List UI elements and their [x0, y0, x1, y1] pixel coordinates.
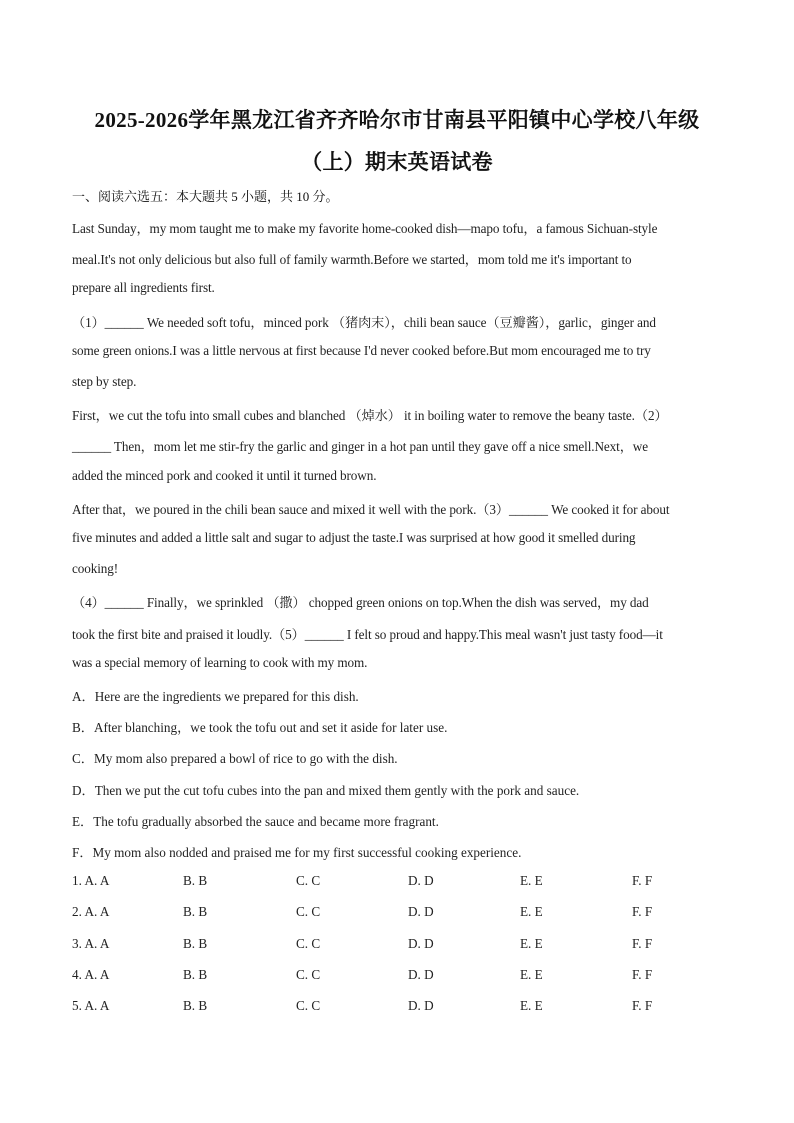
option-e: E．The tofu gradually absorbed the sauce and became more fragrant. — [72, 814, 439, 829]
question-1-choice-e[interactable]: E. E — [520, 873, 543, 888]
option-d: D．Then we put the cut tofu cubes into the pan and mixed them gently with the pork and sauce. — [72, 783, 580, 798]
question-5-choice-f[interactable]: F. F — [632, 998, 653, 1013]
question-2-choice-e[interactable]: E. E — [520, 904, 543, 919]
passage-line: First，we cut the tofu into small cubes and blanched （焯水） it in boiling water to remove the beany taste.（2） — [72, 408, 668, 423]
question-5-choice-d[interactable]: D. D — [408, 998, 434, 1013]
question-4-choice-d[interactable]: D. D — [408, 967, 434, 982]
question-1-choice-c[interactable]: C. C — [296, 873, 321, 888]
question-5-choice-e[interactable]: E. E — [520, 998, 543, 1013]
question-4-choice-c[interactable]: C. C — [296, 967, 321, 982]
question-4-choice-a[interactable]: 4. A. A — [72, 967, 110, 982]
question-2-choice-c[interactable]: C. C — [296, 904, 321, 919]
question-1-choice-f[interactable]: F. F — [632, 873, 653, 888]
question-2-choice-a[interactable]: 2. A. A — [72, 904, 110, 919]
passage-line: five minutes and added a little salt and sugar to adjust the taste.I was surprised at how good it smelled during — [72, 530, 636, 545]
passage-line: （4）______ Finally，we sprinkled （撒） chopped green onions on top.When the dish was served，my dad — [72, 595, 649, 610]
option-b: B．After blanching，we took the tofu out and set it aside for later use. — [72, 720, 448, 735]
passage-line: After that，we poured in the chili bean sauce and mixed it well with the pork.（3）______ We cooked it for about — [72, 502, 670, 517]
option-f: F．My mom also nodded and praised me for my first successful cooking experience. — [72, 845, 522, 860]
question-1-choice-a[interactable]: 1. A. A — [72, 873, 110, 888]
option-a: A．Here are the ingredients we prepared for this dish. — [72, 689, 359, 704]
passage-line: was a special memory of learning to cook with my mom. — [72, 655, 368, 670]
question-3-choice-c[interactable]: C. C — [296, 936, 321, 951]
question-2-choice-b[interactable]: B. B — [183, 904, 208, 919]
question-4-choice-f[interactable]: F. F — [632, 967, 653, 982]
passage-line: meal.It's not only delicious but also full of family warmth.Before we started，mom told me it's important to — [72, 252, 632, 267]
passage-line: prepare all ingredients first. — [72, 280, 215, 295]
passage-line: ______ Then，mom let me stir-fry the garlic and ginger in a hot pan until they gave off a nice smell.Next，we — [72, 439, 648, 454]
question-1-choice-b[interactable]: B. B — [183, 873, 208, 888]
passage-line: added the minced pork and cooked it until it turned brown. — [72, 468, 377, 483]
question-5-choice-b[interactable]: B. B — [183, 998, 208, 1013]
passage-line: cooking! — [72, 561, 119, 576]
exam-title-line2: （上）期末英语试卷 — [301, 150, 493, 174]
passage-line: （1）______ We needed soft tofu，minced pork （猪肉末），chili bean sauce（豆瓣酱），garlic，ginger and — [72, 315, 656, 330]
passage-line: some green onions.I was a little nervous at first because I'd never cooked before.But mom encouraged me to try — [72, 343, 651, 358]
question-3-choice-b[interactable]: B. B — [183, 936, 208, 951]
section-heading: 一、阅读六选五：本大题共 5 小题，共 10 分。 — [72, 189, 339, 204]
question-2-choice-d[interactable]: D. D — [408, 904, 434, 919]
exam-title-line1: 2025-2026学年黑龙江省齐齐哈尔市甘南县平阳镇中心学校八年级 — [94, 108, 700, 132]
option-c: C．My mom also prepared a bowl of rice to go with the dish. — [72, 751, 398, 766]
question-5-choice-a[interactable]: 5. A. A — [72, 998, 110, 1013]
question-3-choice-f[interactable]: F. F — [632, 936, 653, 951]
passage-line: took the first bite and praised it loudly.（5）______ I felt so proud and happy.This meal wasn't just tasty food—it — [72, 627, 663, 642]
question-3-choice-e[interactable]: E. E — [520, 936, 543, 951]
question-5-choice-c[interactable]: C. C — [296, 998, 321, 1013]
passage-line: step by step. — [72, 374, 137, 389]
question-3-choice-a[interactable]: 3. A. A — [72, 936, 110, 951]
passage-line: Last Sunday，my mom taught me to make my favorite home-cooked dish—mapo tofu，a famous Sichuan-style — [72, 221, 658, 236]
question-3-choice-d[interactable]: D. D — [408, 936, 434, 951]
question-4-choice-b[interactable]: B. B — [183, 967, 208, 982]
question-2-choice-f[interactable]: F. F — [632, 904, 653, 919]
question-1-choice-d[interactable]: D. D — [408, 873, 434, 888]
question-4-choice-e[interactable]: E. E — [520, 967, 543, 982]
